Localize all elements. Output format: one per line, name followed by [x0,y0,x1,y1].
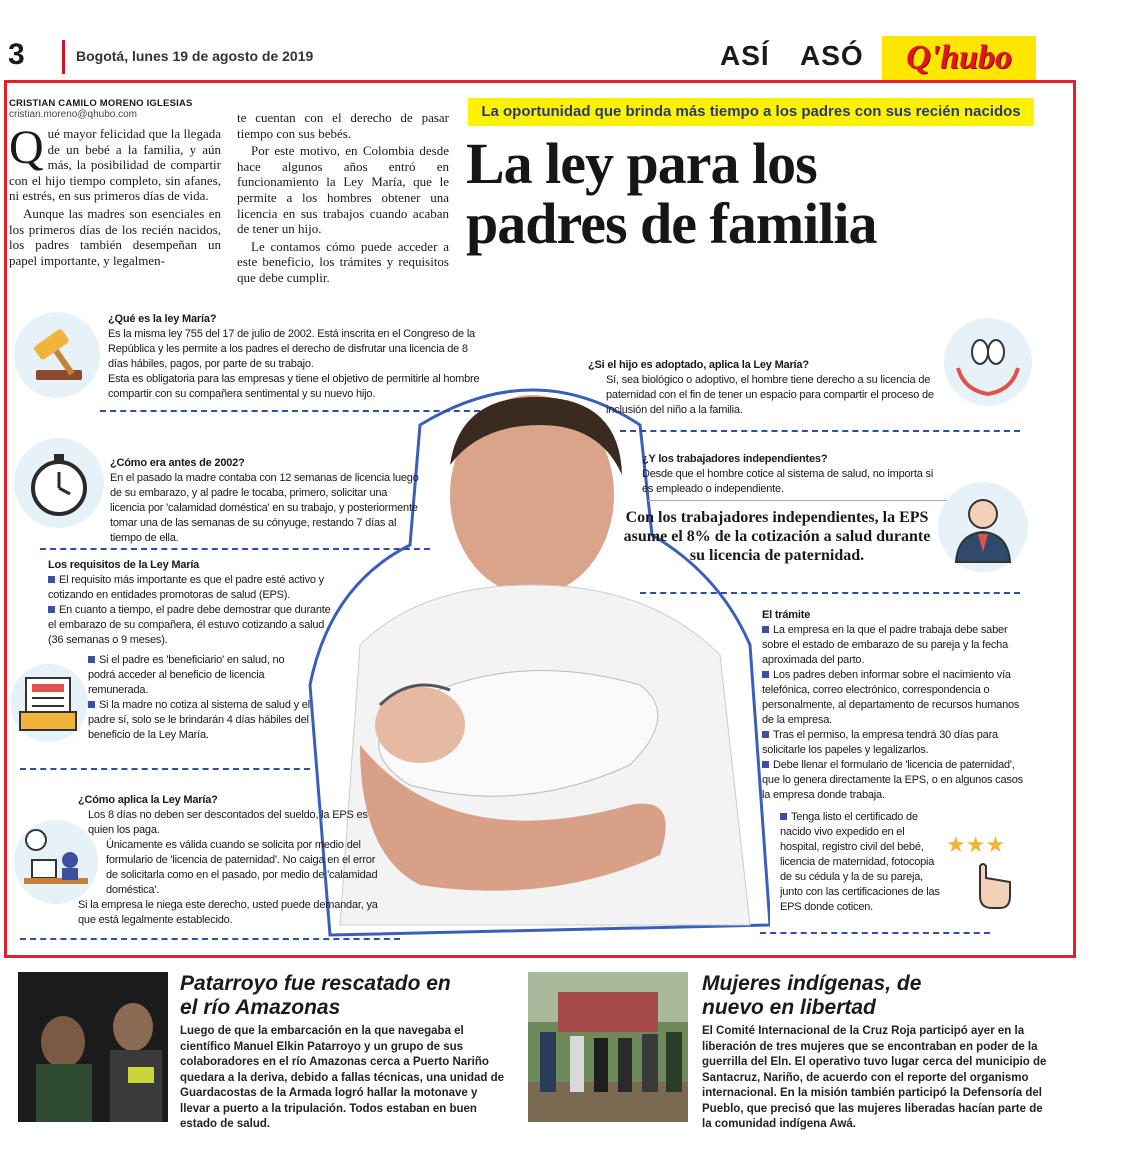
section-title: ¿Cómo era antes de 2002? [110,457,245,469]
story-title-line: nuevo en libertad [702,996,876,1019]
dashed-divider [620,430,1020,432]
intro-paragraph: ué mayor felicidad que la llegada de un bebé a la familia, y aún más, la posibilidad de compartir con el hijo tiempo completo, sin afanes, ni estrés, en sus primeros días de vida. [9,126,221,204]
tramite-block-2 [780,810,940,915]
stopwatch-icon [14,438,104,528]
intro-column-1 [9,121,221,270]
bullet-square [88,656,95,663]
businessman-icon [938,482,1028,572]
intro-paragraph: te cuentan con el derecho de pasar tiempo con sus bebés. [237,110,449,141]
block-paragraph: Esta es obligatoria para las empresas y tiene el objetivo de permitirle al hombre compartir con su compañera sentimental y su nuevo hijo. [108,373,480,400]
section-title: ¿Y los trabajadores independientes? [642,453,828,465]
issue-date: Bogotá, lunes 19 de agosto de 2019 [76,48,314,64]
list-item: Si el padre es 'beneficiario' en salud, no podrá acceder al beneficio de licencia remunerada. [88,654,285,696]
documents-tray-icon [10,664,88,742]
block-paragraph: Es la misma ley 755 del 17 de julio de 2002. Está inscrita en el Congreso de la República y les permite a los padres el derecho de disfrutar una licencia de 8 días hábiles, pagos, por parte de su trabajo. [108,328,475,370]
clock-desk-icon [14,820,98,904]
como-era-block [110,456,425,546]
list-item: Si la madre no cotiza al sistema de salud y el padre sí, solo se le brindarán 4 días hábiles del beneficio de la Ley María. [88,699,310,741]
block-paragraph: Únicamente es válida cuando se solicita por medio del formulario de 'licencia de paternidad'. No caiga en el error de solicitarla como en el pasado, por medio de 'calamidad doméstica'. [106,839,378,896]
headline [466,131,1066,256]
bullet-square [48,606,55,613]
story-body: Luego de que la embarcación en la que navegaba el científico Manuel Elkin Patarroyo y un grupo de sus colaboradores en el río Amazonas cerca a Puerto Nariño quedara a la deriva, debido a fallas técnicas, una unidad de Guardacostas de la Armada logró hallar la motonave y llevar a puerto a la tripulación. Todos estaban en buen estado de salud. [180,1025,505,1130]
intro-paragraph: Aunque las madres son esenciales en los primeros días de los recién nacidos, los padres también desempeñan un papel importante, y legalmen- [9,205,221,268]
requisitos-block-2 [88,653,314,743]
intro-column-2 [237,110,449,288]
tramite-block [762,608,1024,803]
rescue-photo [18,972,168,1122]
header-divider [62,40,65,74]
story-title-line: el río Amazonas [180,996,341,1019]
bullet-square [88,701,95,708]
page-number: 3 [8,38,25,71]
hands-baby-feet-icon [944,318,1032,406]
bullet-square [780,813,787,820]
story-title-line: Patarroyo fue rescatado en [180,972,451,995]
svg-text:★★★: ★★★ [946,833,1006,858]
pull-quote: Con los trabajadores independientes, la EPS asume el 8% de la cotización a salud durante su licencia de paternidad. [623,509,931,564]
bullet-square [48,576,55,583]
section-title: Los requisitos de la Ley María [48,559,200,571]
list-item: El requisito más importante es que el padre esté activo y cotizando en entidades promotoras de salud (EPS). [48,574,324,601]
list-item: Tenga listo el certificado de nacido vivo expedido en el hospital, registro civil del bebé, licencia de maternidad, fotocopia de su cédula y la de su pareja, junto con las certificaciones de las EPS donde coticen. [780,811,940,913]
headline-kicker: La oportunidad que brinda más tiempo a los padres con sus recién nacidos [468,98,1034,126]
story-title [180,972,510,1020]
block-paragraph: Desde que el hombre cotice al sistema de salud, no importa si es empleado o independiente. [642,468,934,495]
bullet-square [762,626,769,633]
block-paragraph: En el pasado la madre contaba con 12 semanas de licencia luego de su embarazo, y al padre le tocaba, primero, solicitar una licencia por 'calamidad doméstica' en su trabajo, y posteriormente tomar una de las semanas de su cónyuge, restando 7 días al tiempo de ella. [110,472,419,544]
dashed-divider [20,938,400,940]
dashed-divider [100,410,480,412]
headline-line: padres de familia [466,191,877,256]
section-label-2: ASÓ [800,40,864,71]
block-paragraph: Si la empresa le niega este derecho, usted puede demandar, ya que está legalmente establecido. [78,899,378,926]
dashed-divider [760,932,990,934]
section-title: El trámite [762,609,811,621]
list-item: Los padres deben informar sobre el nacimiento vía telefónica, correo electrónico, correspondencia o personalmente, al departamento de recursos humanos de la empresa. [762,669,1020,726]
independientes-block [642,452,942,497]
section-title: ¿Si el hijo es adoptado, aplica la Ley María? [588,359,809,371]
author-email: cristian.moreno@qhubo.com [9,109,137,120]
list-item: En cuanto a tiempo, el padre debe demostrar que durante el embarazo de su compañera, él estuvo cotizando a salud (36 semanas o 9 meses). [48,604,331,646]
story-title-line: Mujeres indígenas, de [702,972,922,995]
bullet-square [762,671,769,678]
block-paragraph: Los 8 días no deben ser descontados del sueldo, la EPS es quien los paga. [88,809,368,836]
rating-stars-hand-icon [940,826,1030,916]
list-item: Tras el permiso, la empresa tendrá 30 días para solicitarle los papeles y legalizarlos. [762,729,998,756]
bullet-square [762,731,769,738]
block-paragraph: Sí, sea biológico o adoptivo, el hombre tiene derecho a su licencia de paternidad con el fin de tener un espacio para compartir el proceso de inclusión del niño a la familia. [606,374,934,416]
bullet-square [762,761,769,768]
liberation-photo [528,972,688,1122]
gavel-icon [14,312,100,398]
como-aplica-block [78,793,378,928]
que-es-block [108,312,488,402]
adoptado-block [588,358,938,418]
story-body: El Comité Internacional de la Cruz Roja participó ayer en la liberación de tres mujeres que se encontraban en poder de la guerrilla del Eln. El operativo tuvo lugar cerca del municipio de Santacruz, Nariño, de acuerdo con el reporte del organismo internacional. En la misión también participó la Defensoría del Pueblo, que precisó que las mujeres liberadas hacían parte de la comunidad indígena Awá. [702,1025,1047,1130]
requisitos-block [48,558,338,648]
drop-cap: Q [9,121,44,174]
list-item: Debe llenar el formulario de 'licencia de paternidad', que lo genera directamente la EPS, o en algunos casos la empresa donde trabaja. [762,759,1023,801]
section-label: ASÍ [720,40,770,71]
newspaper-logo: Q'hubo [882,36,1036,80]
dashed-divider [40,548,430,550]
dashed-divider [648,500,948,501]
section-title: ¿Cómo aplica la Ley María? [78,794,218,806]
intro-paragraph: Por este motivo, en Colombia desde hace algunos años entró en funcionamiento la Ley María, que le permite a los hombres obtener una licencia en sus trabajos cuando acaban de tener un hijo. [237,143,449,237]
headline-line: La ley para los [466,131,817,196]
section-title: ¿Qué es la ley María? [108,313,217,325]
dashed-divider [640,592,1020,594]
dashed-divider [20,768,310,770]
list-item: La empresa en la que el padre trabaja debe saber sobre el estado de embarazo de su pareja y la fecha aproximada del parto. [762,624,1009,666]
author-byline: CRISTIAN CAMILO MORENO IGLESIAS [9,98,193,109]
intro-paragraph: Le contamos cómo puede acceder a este beneficio, los trámites y requisitos que debe cumplir. [237,238,449,285]
story-title [702,972,1042,1020]
